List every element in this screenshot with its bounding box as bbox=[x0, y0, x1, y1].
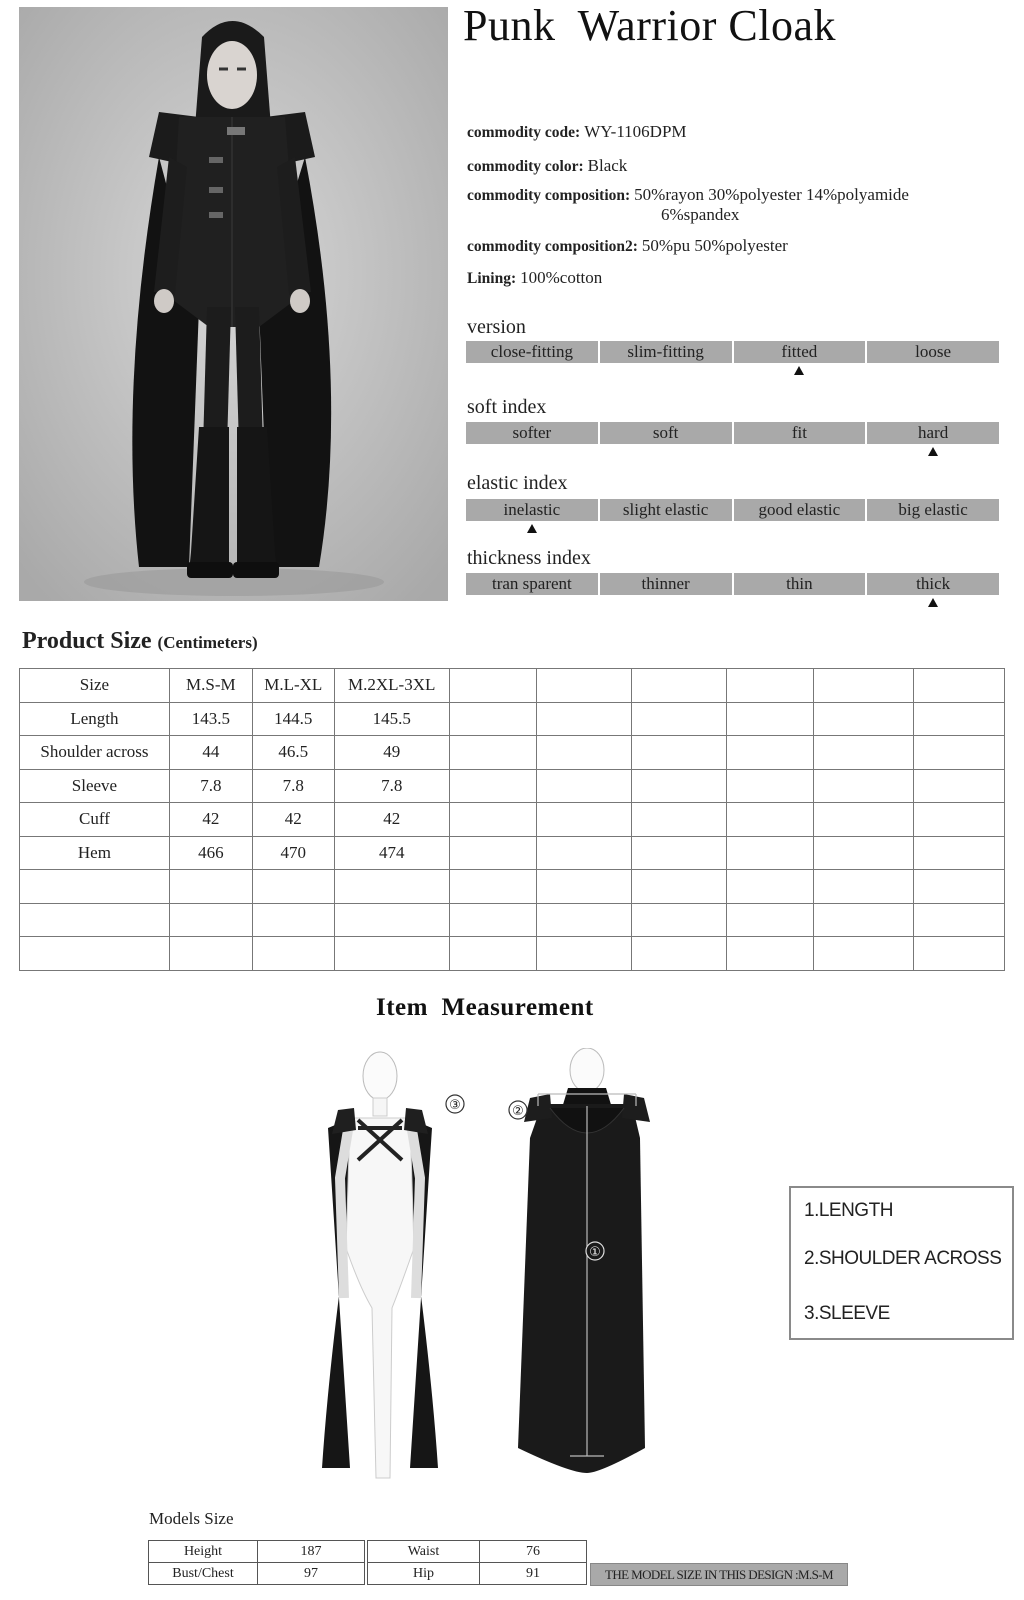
front-mannequin bbox=[322, 1052, 464, 1478]
size-table-cell bbox=[20, 903, 170, 937]
size-table-cell bbox=[632, 736, 727, 770]
size-table-cell: 7.8 bbox=[252, 769, 334, 803]
size-table-cell: Size bbox=[20, 669, 170, 703]
soft-index-option: softer bbox=[466, 422, 598, 444]
thickness-index-option: thinner bbox=[600, 573, 732, 595]
size-table-cell bbox=[169, 903, 252, 937]
models-size-cell: Bust/Chest bbox=[149, 1563, 258, 1585]
size-table-body bbox=[20, 669, 1005, 971]
size-table-cell bbox=[914, 669, 1005, 703]
size-table-cell: Sleeve bbox=[20, 769, 170, 803]
size-table-cell: 143.5 bbox=[169, 702, 252, 736]
measurement-legend bbox=[789, 1186, 1014, 1340]
spec-composition-label: commodity composition: bbox=[467, 187, 631, 204]
size-table-cell: 470 bbox=[252, 836, 334, 870]
models-size-cell: 97 bbox=[258, 1563, 365, 1585]
size-table-cell: 144.5 bbox=[252, 702, 334, 736]
product-size-heading: Product Size bbox=[22, 628, 152, 654]
size-table-cell: 49 bbox=[334, 736, 449, 770]
size-table-cell bbox=[727, 736, 814, 770]
spec-color-value: Black bbox=[587, 156, 628, 175]
legend-sleeve: 3.SLEEVE bbox=[804, 1303, 890, 1324]
size-table-cell bbox=[727, 669, 814, 703]
size-table-cell: 42 bbox=[169, 803, 252, 837]
size-table-cell bbox=[727, 903, 814, 937]
size-table-cell bbox=[536, 836, 632, 870]
size-table-row bbox=[20, 702, 1005, 736]
size-table-cell bbox=[449, 769, 536, 803]
size-table-cell bbox=[536, 803, 632, 837]
size-table-cell bbox=[814, 702, 914, 736]
size-table-cell bbox=[727, 769, 814, 803]
elastic-index-option: big elastic bbox=[867, 499, 999, 521]
size-table-cell: M.S-M bbox=[169, 669, 252, 703]
product-size-unit: (Centimeters) bbox=[157, 633, 258, 652]
size-table-cell bbox=[536, 702, 632, 736]
size-table-cell bbox=[814, 736, 914, 770]
size-table-cell bbox=[536, 870, 632, 904]
size-table-cell: 42 bbox=[334, 803, 449, 837]
size-table-cell bbox=[252, 870, 334, 904]
size-table-cell: 145.5 bbox=[334, 702, 449, 736]
models-size-cell: Hip bbox=[368, 1563, 480, 1585]
thickness-index-title: thickness index bbox=[467, 547, 591, 569]
size-table-cell bbox=[169, 937, 252, 971]
size-table-cell: Shoulder across bbox=[20, 736, 170, 770]
size-table-cell bbox=[252, 937, 334, 971]
models-size-cell: Waist bbox=[368, 1541, 480, 1563]
models-size-title: Models Size bbox=[149, 1509, 234, 1528]
thickness-index-option: thick bbox=[867, 573, 999, 595]
legend-length: 1.LENGTH bbox=[804, 1200, 893, 1221]
size-table-cell: M.L-XL bbox=[252, 669, 334, 703]
size-table-cell bbox=[252, 903, 334, 937]
version-option: fitted bbox=[734, 341, 866, 363]
size-table-cell bbox=[449, 669, 536, 703]
spec-composition2-value: 50%pu 50%polyester bbox=[641, 236, 788, 255]
size-table-cell bbox=[449, 803, 536, 837]
size-table-cell bbox=[334, 870, 449, 904]
size-table-cell bbox=[449, 702, 536, 736]
spec-code-label: commodity code: bbox=[467, 124, 581, 141]
size-table-cell bbox=[814, 937, 914, 971]
version-option: loose bbox=[867, 341, 999, 363]
spec-lining-label: Lining: bbox=[467, 270, 517, 287]
models-size-row bbox=[368, 1563, 587, 1585]
length-marker: ① bbox=[589, 1245, 601, 1260]
size-table-cell bbox=[727, 836, 814, 870]
spec-code bbox=[467, 122, 687, 142]
size-table-cell bbox=[914, 736, 1005, 770]
size-table-cell bbox=[536, 769, 632, 803]
size-table-cell bbox=[632, 669, 727, 703]
size-table-cell: Length bbox=[20, 702, 170, 736]
size-table-row bbox=[20, 803, 1005, 837]
models-size-right-body bbox=[368, 1541, 587, 1585]
spec-composition-value-1: 50%rayon 30%polyester 14%polyamide bbox=[634, 185, 909, 204]
legend-shoulder-across: 2.SHOULDER ACROSS bbox=[804, 1248, 1002, 1269]
size-table-cell: 7.8 bbox=[169, 769, 252, 803]
version-option: close-fitting bbox=[466, 341, 598, 363]
soft-index-option: soft bbox=[600, 422, 732, 444]
soft-index-option: fit bbox=[734, 422, 866, 444]
models-size-left-body bbox=[149, 1541, 365, 1585]
size-table-cell: M.2XL-3XL bbox=[334, 669, 449, 703]
spec-composition bbox=[467, 185, 909, 225]
spec-composition2-label: commodity composition2: bbox=[467, 238, 638, 255]
size-table-cell bbox=[727, 937, 814, 971]
size-table-cell: 466 bbox=[169, 836, 252, 870]
size-table-cell bbox=[632, 903, 727, 937]
size-table-empty-row bbox=[20, 870, 1005, 904]
size-table-row bbox=[20, 836, 1005, 870]
elastic-index-title: elastic index bbox=[467, 472, 568, 494]
size-table-cell bbox=[914, 702, 1005, 736]
size-table-cell bbox=[536, 937, 632, 971]
thickness-index-option: tran sparent bbox=[466, 573, 598, 595]
size-table-cell bbox=[632, 803, 727, 837]
size-table-cell bbox=[632, 769, 727, 803]
size-table-cell bbox=[20, 937, 170, 971]
size-table-cell bbox=[632, 870, 727, 904]
size-table-cell bbox=[914, 937, 1005, 971]
size-table-cell: 7.8 bbox=[334, 769, 449, 803]
models-size-table-left bbox=[148, 1540, 365, 1585]
size-table-row bbox=[20, 736, 1005, 770]
spec-code-value: WY-1106DPM bbox=[584, 122, 687, 141]
size-table-cell bbox=[169, 870, 252, 904]
spec-composition-value-2: 6%spandex bbox=[661, 205, 740, 224]
item-measurement-title: Item Measurement bbox=[376, 994, 594, 1021]
size-table-cell bbox=[536, 669, 632, 703]
size-table bbox=[19, 668, 1005, 971]
size-table-cell bbox=[334, 937, 449, 971]
spec-color-label: commodity color: bbox=[467, 158, 584, 175]
size-table-cell bbox=[914, 903, 1005, 937]
measurement-diagram bbox=[310, 1048, 680, 1488]
product-title: Punk Warrior Cloak bbox=[463, 1, 836, 50]
size-table-cell bbox=[814, 803, 914, 837]
size-table-cell: Cuff bbox=[20, 803, 170, 837]
size-table-cell bbox=[914, 870, 1005, 904]
size-table-cell bbox=[814, 870, 914, 904]
elastic-index-option: inelastic bbox=[466, 499, 598, 521]
size-table-cell bbox=[334, 903, 449, 937]
models-size-row bbox=[149, 1563, 365, 1585]
spec-color bbox=[467, 156, 627, 176]
size-table-header bbox=[20, 669, 1005, 703]
sleeve-marker: ③ bbox=[449, 1098, 461, 1113]
size-table-cell bbox=[727, 803, 814, 837]
size-table-cell bbox=[449, 903, 536, 937]
version-title: version bbox=[467, 316, 526, 338]
size-table-cell bbox=[814, 903, 914, 937]
shoulder-marker: ② bbox=[512, 1104, 524, 1119]
size-table-empty-row bbox=[20, 937, 1005, 971]
soft-index-title: soft index bbox=[467, 396, 547, 418]
size-table-cell bbox=[449, 937, 536, 971]
size-table-cell: 44 bbox=[169, 736, 252, 770]
size-table-cell bbox=[449, 836, 536, 870]
thickness-index-scale bbox=[466, 573, 999, 595]
elastic-index-option: good elastic bbox=[734, 499, 866, 521]
size-table-cell bbox=[914, 803, 1005, 837]
models-size-table-right bbox=[367, 1540, 587, 1585]
size-table-cell bbox=[449, 870, 536, 904]
size-table-cell bbox=[727, 870, 814, 904]
size-table-cell: 474 bbox=[334, 836, 449, 870]
size-table-cell: Hem bbox=[20, 836, 170, 870]
version-option: slim-fitting bbox=[600, 341, 732, 363]
spec-lining bbox=[467, 268, 602, 288]
model-size-note: THE MODEL SIZE IN THIS DESIGN :M.S-M bbox=[590, 1563, 848, 1586]
elastic-index-scale bbox=[466, 499, 999, 521]
product-photo bbox=[19, 7, 448, 601]
models-size-cell: Height bbox=[149, 1541, 258, 1563]
size-table-cell bbox=[536, 903, 632, 937]
size-table-cell: 46.5 bbox=[252, 736, 334, 770]
models-size-row bbox=[149, 1541, 365, 1563]
thickness-index-option: thin bbox=[734, 573, 866, 595]
size-table-cell bbox=[20, 870, 170, 904]
models-size-row bbox=[368, 1541, 587, 1563]
size-table-cell bbox=[632, 836, 727, 870]
size-table-empty-row bbox=[20, 903, 1005, 937]
size-table-cell bbox=[632, 702, 727, 736]
size-table-cell bbox=[536, 736, 632, 770]
size-table-cell bbox=[814, 836, 914, 870]
size-table-row bbox=[20, 769, 1005, 803]
size-table-cell bbox=[727, 702, 814, 736]
model-figure-illustration bbox=[19, 7, 448, 601]
size-table-cell bbox=[449, 736, 536, 770]
back-mannequin bbox=[509, 1048, 650, 1473]
spec-composition2 bbox=[467, 236, 788, 256]
models-size-cell: 187 bbox=[258, 1541, 365, 1563]
soft-index-scale bbox=[466, 422, 999, 444]
size-table-cell bbox=[914, 836, 1005, 870]
size-table-cell bbox=[814, 769, 914, 803]
models-size-cell: 91 bbox=[480, 1563, 587, 1585]
size-table-cell: 42 bbox=[252, 803, 334, 837]
size-table-cell bbox=[914, 769, 1005, 803]
size-table-cell bbox=[814, 669, 914, 703]
spec-lining-value: 100%cotton bbox=[520, 268, 603, 287]
size-table-cell bbox=[632, 937, 727, 971]
elastic-index-option: slight elastic bbox=[600, 499, 732, 521]
soft-index-option: hard bbox=[867, 422, 999, 444]
version-scale bbox=[466, 341, 999, 363]
models-size-cell: 76 bbox=[480, 1541, 587, 1563]
product-size-title bbox=[22, 628, 258, 655]
